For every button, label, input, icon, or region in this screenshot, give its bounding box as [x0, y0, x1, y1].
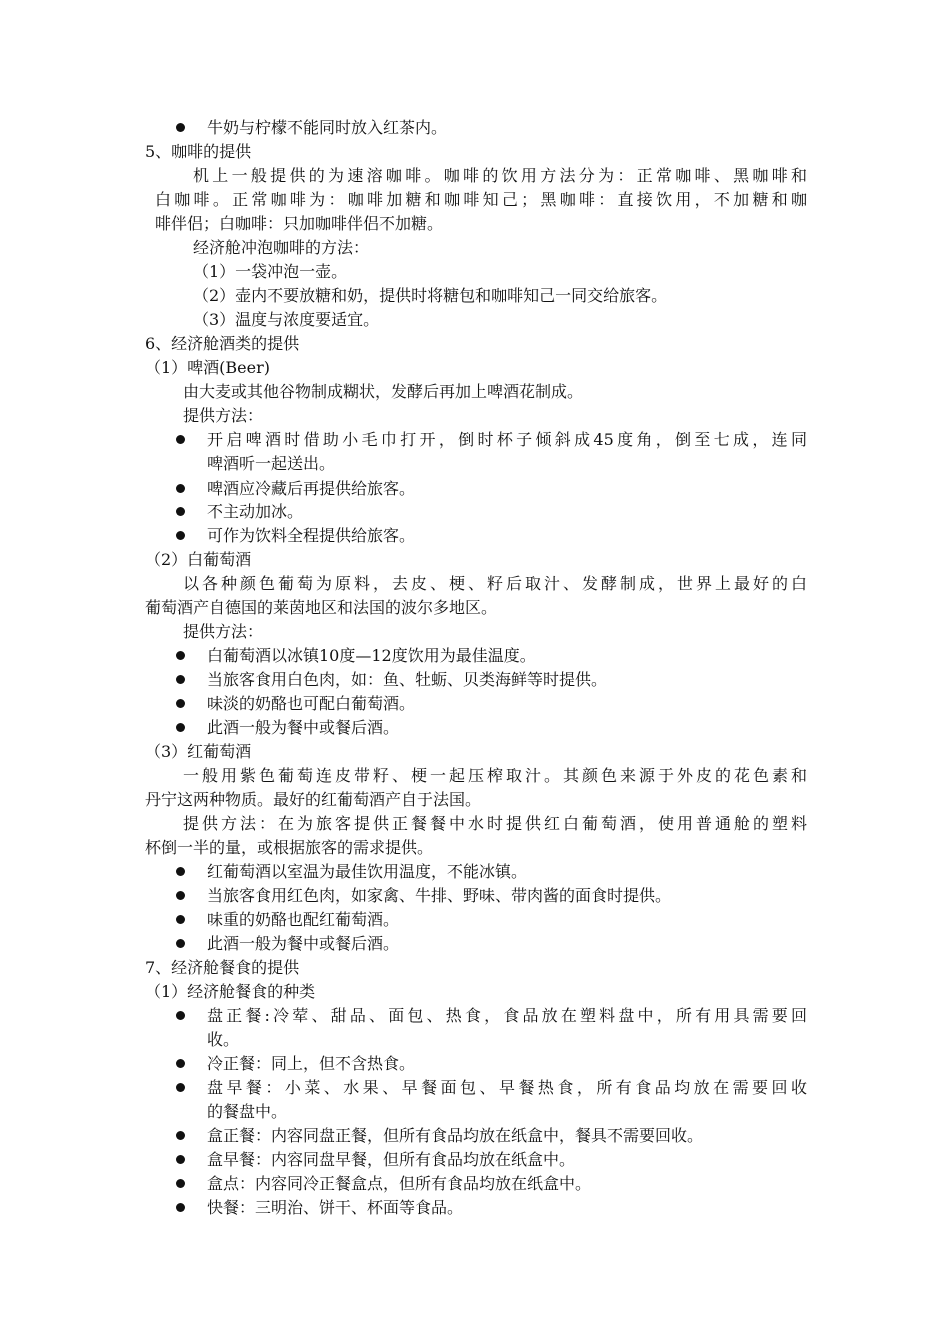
- bullet-icon: [176, 891, 185, 900]
- text-line: 盘早餐：小菜、水果、早餐面包、早餐热食，所有食品均放在需要回收: [207, 1078, 807, 1097]
- text-line: 啤酒听一起送出。: [207, 454, 336, 473]
- text-line: 味重的奶酪也配红葡萄酒。: [207, 910, 400, 929]
- text-line: 盘正餐:冷荤、甜品、面包、热食，食品放在塑料盘中，所有用具需要回: [207, 1006, 807, 1025]
- text-line: 的餐盘中。: [207, 1102, 288, 1121]
- bullet-icon: [176, 867, 185, 876]
- text-line: 7、经济舱餐食的提供: [145, 958, 300, 977]
- text-line: 牛奶与柠檬不能同时放入红茶内。: [207, 118, 448, 137]
- text-line: 啡伴侣；白咖啡：只加咖啡伴侣不加糖。: [155, 214, 444, 233]
- text-line: 5、咖啡的提供: [145, 142, 252, 161]
- text-line: 葡萄酒产自德国的莱茵地区和法国的波尔多地区。: [145, 598, 498, 617]
- bullet-icon: [176, 1083, 185, 1092]
- text-line: 当旅客食用白色肉，如：鱼、牡蛎、贝类海鲜等时提供。: [207, 670, 608, 689]
- text-line: 当旅客食用红色肉，如家禽、牛排、野味、带肉酱的面食时提供。: [207, 886, 672, 905]
- bullet-icon: [176, 507, 185, 516]
- bullet-icon: [176, 651, 185, 660]
- text-line: 杯倒一半的量，或根据旅客的需求提供。: [145, 838, 434, 857]
- text-line: 白咖啡。正常咖啡为：咖啡加糖和咖啡知己；黑咖啡：直接饮用，不加糖和咖: [155, 190, 807, 209]
- text-line: 机上一般提供的为速溶咖啡。咖啡的饮用方法分为：正常咖啡、黑咖啡和: [193, 166, 807, 185]
- bullet-icon: [176, 699, 185, 708]
- text-line: 快餐：三明治、饼干、杯面等食品。: [207, 1198, 464, 1217]
- bullet-icon: [176, 435, 185, 444]
- bullet-icon: [176, 1059, 185, 1068]
- bullet-icon: [176, 1203, 185, 1212]
- text-line: 可作为饮料全程提供给旅客。: [207, 526, 416, 545]
- bullet-icon: [176, 723, 185, 732]
- text-line: （1）经济舱餐食的种类: [145, 982, 316, 1001]
- bullet-icon: [176, 531, 185, 540]
- text-line: 红葡萄酒以室温为最佳饮用温度，不能冰镇。: [207, 862, 528, 881]
- bullet-icon: [176, 484, 185, 493]
- text-line: 味淡的奶酪也可配白葡萄酒。: [207, 694, 416, 713]
- bullet-icon: [176, 675, 185, 684]
- text-line: 丹宁这两种物质。最好的红葡萄酒产自于法国。: [145, 790, 482, 809]
- bullet-icon: [176, 1155, 185, 1164]
- text-line: （2）壶内不要放糖和奶，提供时将糖包和咖啡知己一同交给旅客。: [193, 286, 668, 305]
- bullet-icon: [176, 1131, 185, 1140]
- text-line: 经济舱冲泡咖啡的方法：: [193, 238, 370, 257]
- text-line: 提供方法：: [183, 406, 264, 425]
- text-line: 白葡萄酒以冰镇10度—12度饮用为最佳温度。: [207, 646, 536, 665]
- text-line: 不主动加冰。: [207, 502, 304, 521]
- text-line: 收。: [207, 1030, 240, 1049]
- text-line: 冷正餐：同上，但不含热食。: [207, 1054, 416, 1073]
- text-line: （3）温度与浓度要适宜。: [193, 310, 380, 329]
- text-line: （3）红葡萄酒: [145, 742, 252, 761]
- text-line: 以各种颜色葡萄为原料，去皮、梗、籽后取汁、发酵制成，世界上最好的白: [183, 574, 807, 593]
- text-line: 此酒一般为餐中或餐后酒。: [207, 934, 400, 953]
- bullet-icon: [176, 1011, 185, 1020]
- text-line: 6、经济舱酒类的提供: [145, 334, 300, 353]
- text-line: （2）白葡萄酒: [145, 550, 252, 569]
- text-line: 啤酒应冷藏后再提供给旅客。: [207, 479, 416, 498]
- text-line: 提供方法：在为旅客提供正餐餐中水时提供红白葡萄酒，使用普通舱的塑料: [183, 814, 807, 833]
- text-line: 盒点：内容同冷正餐盒点，但所有食品均放在纸盒中。: [207, 1174, 592, 1193]
- text-line: （1）啤酒(Beer): [145, 358, 271, 377]
- text-line: （1）一袋冲泡一壶。: [193, 262, 348, 281]
- bullet-icon: [176, 1179, 185, 1188]
- text-line: 开启啤酒时借助小毛巾打开，倒时杯子倾斜成45度角，倒至七成，连同: [207, 430, 807, 449]
- text-line: 提供方法：: [183, 622, 264, 641]
- text-line: 盒早餐：内容同盘早餐，但所有食品均放在纸盒中。: [207, 1150, 576, 1169]
- text-line: 一般用紫色葡萄连皮带籽、梗一起压榨取汁。其颜色来源于外皮的花色素和: [183, 766, 807, 785]
- text-line: 由大麦或其他谷物制成糊状，发酵后再加上啤酒花制成。: [183, 382, 584, 401]
- bullet-icon: [176, 915, 185, 924]
- text-line: 盒正餐：内容同盘正餐，但所有食品均放在纸盒中，餐具不需要回收。: [207, 1126, 704, 1145]
- text-line: 此酒一般为餐中或餐后酒。: [207, 718, 400, 737]
- bullet-icon: [176, 939, 185, 948]
- bullet-icon: [176, 123, 185, 132]
